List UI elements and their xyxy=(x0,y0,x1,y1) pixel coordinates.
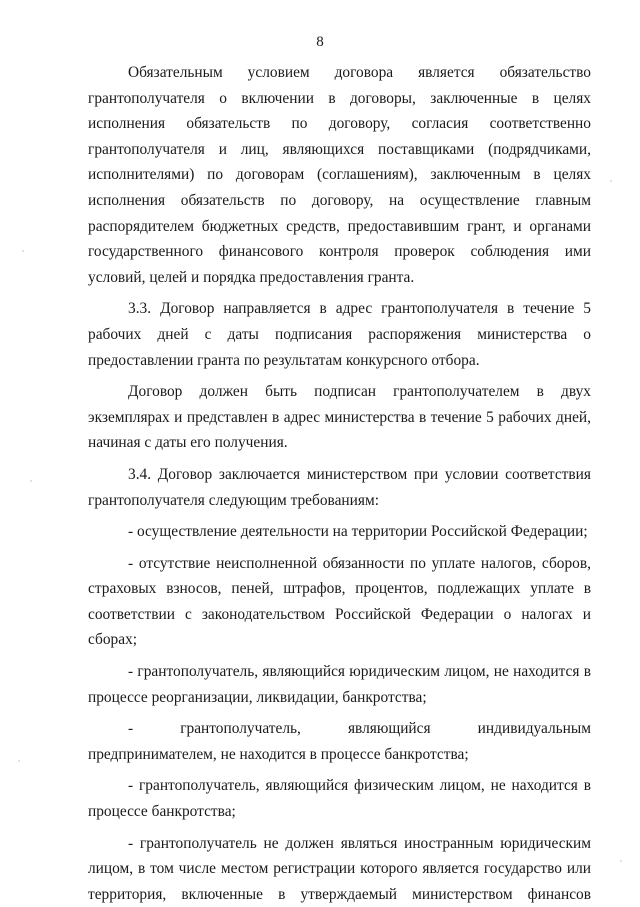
requirement-item: - грантополучатель не должен являться иностранным юридическим лицом, в том числе местом регистрации которого является государство или территория, включенные в утверждаемый министерством финансов xyxy=(88,834,591,903)
paragraph-grant-condition: Обязательным условием договора является обязательство грантополучателя о включении в договоры, заключенные в целях исполнения обязательств по договору, согласия соответственно грантополучателя и лиц, являющихся поставщиками (подрядчиками, исполнителями) по договорам (соглашениям), заключенным в целях исполнения обязательств по договору, на осуществление главным распорядителем бюджетных средств, предоставившим грант, и органами государственного финансового контроля проверок соблюдения ими условий, целей и порядка предоставления гранта. xyxy=(88,64,591,286)
scan-speck xyxy=(610,180,612,182)
scan-speck xyxy=(620,860,622,862)
requirement-item: - грантополучатель, являющийся физическим лицом, не находится в процессе банкротства; xyxy=(88,777,591,821)
requirement-item: - отсутствие неисполненной обязанности по уплате налогов, сборов, страховых взносов, пеней, штрафов, процентов, подлежащих уплате в соответствии с законодательством Российской Федерации о налогах и сборах; xyxy=(88,554,591,649)
paragraph-contract-signing: Договор должен быть подписан грантополучателем в двух экземплярах и представлен в адрес министерства в течение 5 рабочих дней, начиная с даты его получения. xyxy=(88,383,591,452)
requirement-item: - осуществление деятельности на территории Российской Федерации; xyxy=(128,523,588,541)
requirement-item: - грантополучатель, являющийся индивидуальным предпринимателем, не находится в процессе банкротства; xyxy=(88,720,591,763)
document-body xyxy=(88,60,591,907)
requirement-item: - грантополучатель, являющийся юридическим лицом, не находится в процессе реорганизации, ликвидации, банкротства; xyxy=(88,663,591,706)
scan-speck xyxy=(30,480,32,482)
page-number: 8 xyxy=(316,34,324,50)
scan-speck xyxy=(22,250,24,252)
paragraph-3-4: 3.4. Договор заключается министерством при условии соответствия грантополучателя следующим требованиям: xyxy=(88,465,591,509)
paragraph-3-3: 3.3. Договор направляется в адрес грантополучателя в течение 5 рабочих дней с даты подписания распоряжения министерства о предоставлении гранта по результатам конкурсного отбора. xyxy=(88,300,591,369)
scan-speck xyxy=(18,760,20,762)
